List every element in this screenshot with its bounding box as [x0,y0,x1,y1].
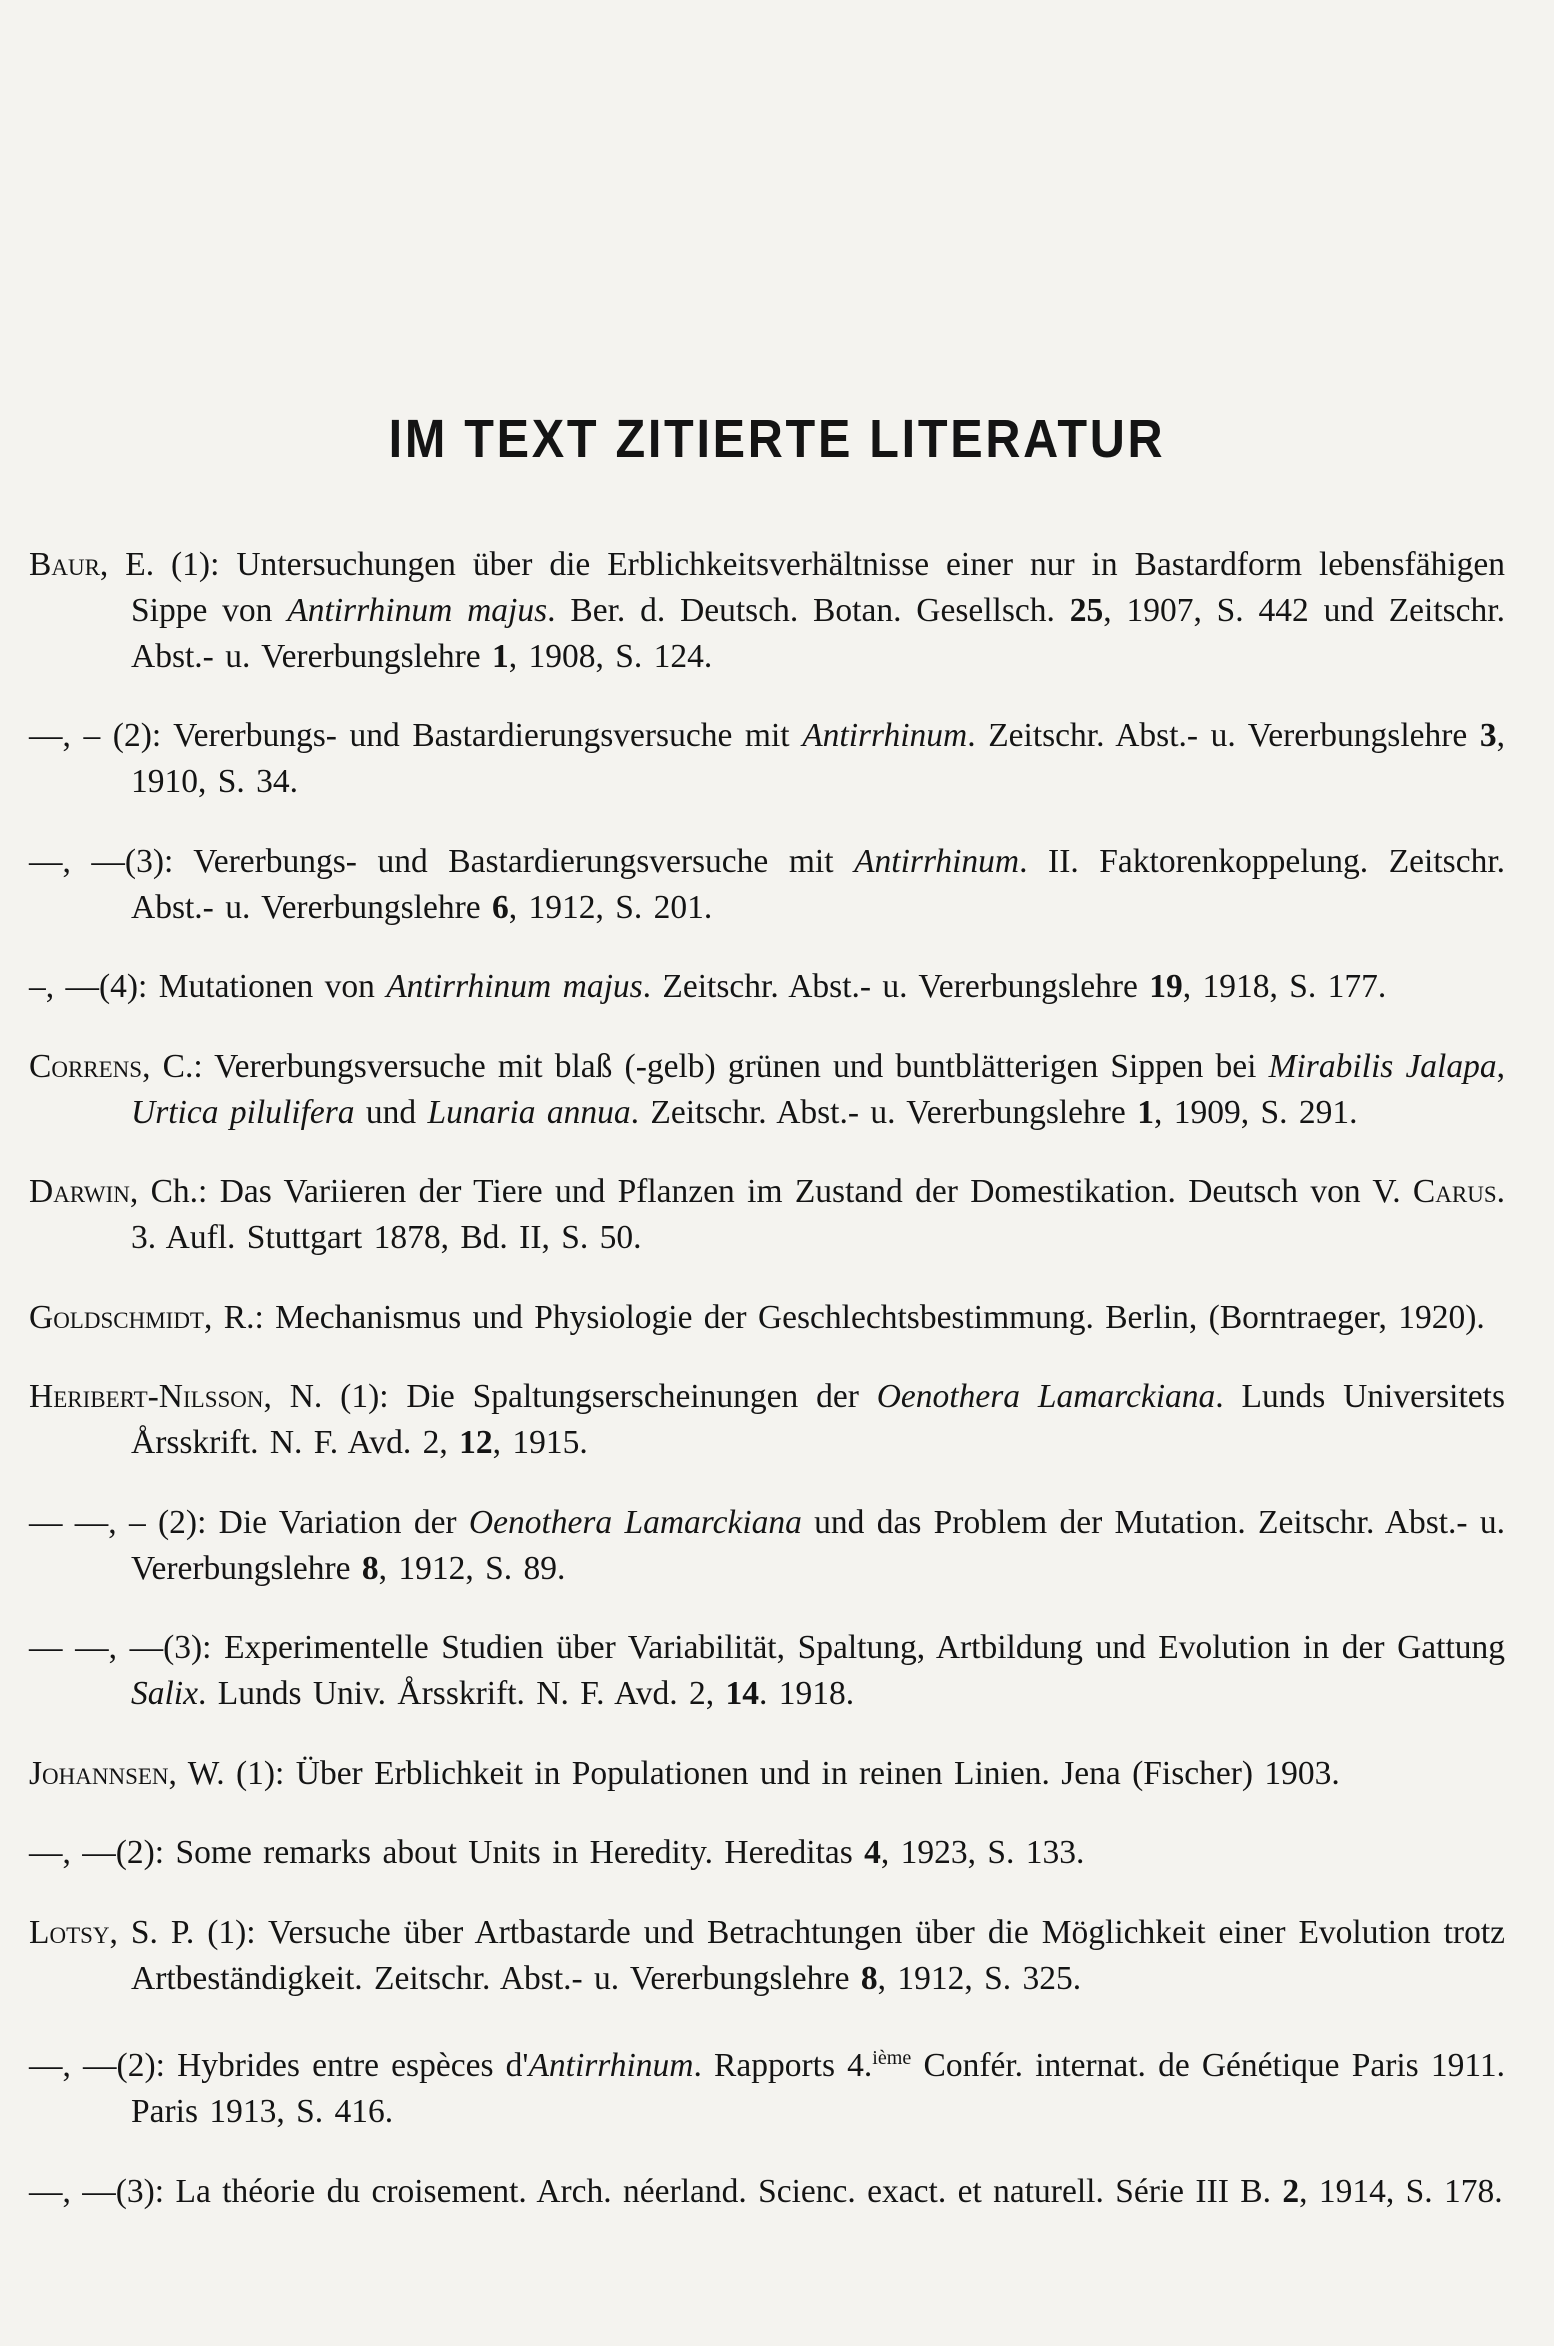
author-name: Goldschmidt [29,1298,204,1336]
ref-text: Experimentelle Studien über Variabilität, Spaltung, Artbildung und Evolution in der Gattung [224,1629,1506,1666]
ref-label: (2): [145,1503,219,1541]
author-initials: , S. P. [109,1913,195,1951]
volume-number: 6 [491,888,509,926]
author-ditto: —, – [29,717,101,754]
ref-text: . 1918. [759,1675,855,1712]
author-name: Carus [1412,1173,1497,1210]
reference-entry [29,964,1505,1010]
reference-entry [29,1751,1505,1797]
reference-entry [29,1830,1505,1876]
ref-text: . Ber. d. Deutsch. Botan. Gesellsch. [547,591,1070,629]
ref-text: Vererbungs- und Bastardierungsversuche mit [173,717,803,754]
author-initials: , C.: [142,1047,215,1085]
ref-text: , [1496,1047,1505,1085]
author-name: Heribert-Nilsson [29,1378,264,1415]
volume-number: 12 [459,1424,493,1461]
reference-entry [29,1374,1505,1466]
ref-text: Über Erblichkeit in Populationen und in reinen Linien. Jena (Fischer) 1903. [295,1754,1340,1792]
ref-label: (1): [224,1754,296,1792]
species-name: Antirrhinum [802,717,968,754]
author-initials: , W. [168,1754,225,1792]
author-name: Lotsy [29,1913,110,1951]
reference-entry [29,839,1505,931]
ref-label: (3): [115,2172,176,2210]
author-name: Correns [29,1047,143,1085]
ref-text: Untersuchungen über die Erblichkeitsverhältnisse einer nur in Bastardform lebensfähigen Sippe von [131,545,1506,629]
species-name: Lunaria annua [427,1093,631,1131]
ref-text: , 1912, S. 325. [877,1959,1082,1997]
ref-label: (1): [154,545,237,583]
ref-text: Mechanismus und Physiologie der Geschlechtsbestimmung. Berlin, (Borntraeger, 1920). [275,1298,1485,1336]
author-ditto: –, — [29,968,99,1005]
ref-text: . Lunds Universitets Årsskrift. N. F. Avd. 2, [131,1378,1505,1461]
ref-label: (3): [124,842,194,880]
species-name: Antirrhinum [854,842,1020,880]
species-name: Oenothera Lamarckiana [468,1503,802,1541]
ref-text: , 1909, S. 291. [1153,1093,1358,1131]
page-title: IM TEXT ZITIERTE LITERATUR [388,409,1166,469]
ref-text: Vererbungsversuche mit blaß (-gelb) grünen und buntblätterigen Sippen bei [214,1047,1269,1085]
ref-text: Hybrides entre espèces d' [177,2047,529,2085]
reference-entry [29,713,1505,805]
species-name: Salix [131,1675,198,1712]
species-name: Antirrhinum majus [386,968,643,1005]
volume-number: 14 [725,1675,760,1712]
species-name: Antirrhinum majus [287,591,548,629]
volume-number: 3 [1479,717,1497,754]
volume-number: 8 [361,1549,379,1587]
reference-list [29,508,1505,2231]
volume-number: 25 [1069,591,1104,629]
ref-text: . Lunds Univ. Årsskrift. N. F. Avd. 2, [197,1675,726,1712]
species-name: Oenothera Lamarckiana [876,1378,1216,1415]
ref-text: Die Variation der [218,1503,469,1541]
author-ditto: — —, — [29,1629,164,1666]
ref-label: (1): [194,1913,268,1951]
author-initials: , Ch.: [129,1173,220,1210]
reference-entry [29,542,1505,680]
author-initials: , R.: [203,1298,276,1336]
ordinal-superscript: ième [872,2047,912,2069]
ref-label: (1): [322,1378,407,1415]
species-name: Urtica pilulifera [131,1093,355,1131]
volume-number: 8 [860,1959,878,1997]
reference-entry [29,1910,1505,2002]
ref-text: , 1912, S. 201. [508,888,713,926]
ref-text: Mutationen von [158,968,387,1005]
ref-text: , 1914, S. 178. [1299,2172,1503,2210]
volume-number: 1 [491,637,509,675]
author-ditto: — —, – [29,1503,146,1541]
ref-text: Die Spaltungserscheinungen der [406,1378,877,1415]
volume-number: 4 [864,1834,881,1871]
author-ditto: —, — [29,2047,117,2085]
ref-label: (2): [115,1834,176,1871]
ref-text: , 1910, S. 34. [131,717,1505,800]
ref-text: . Zeitschr. Abst.- u. Vererbungslehre [630,1093,1138,1131]
author-ditto: —, — [29,1834,116,1871]
author-initials: , N. [263,1378,323,1415]
reference-entry [29,1625,1505,1717]
ref-text: La théorie du croisement. Arch. néerland. Scienc. exact. et naturell. Série III B. [175,2172,1283,2210]
species-name: Mirabilis Jalapa [1268,1047,1497,1085]
author-ditto: —, — [29,842,125,880]
reference-entry [29,2169,1505,2215]
reference-entry [29,1044,1505,1136]
ref-text: . II. Faktorenkoppelung. Zeitschr. Abst.- u. Vererbungslehre [131,842,1505,926]
author-ditto: —, — [29,2172,116,2210]
ref-text: Confér. internat. de Génétique Paris 1911. Paris 1913, S. 416. [131,2047,1505,2131]
author-name: Darwin [29,1173,130,1210]
author-name: Baur [29,545,100,583]
volume-number: 19 [1149,968,1183,1005]
reference-entry [29,2035,1505,2135]
volume-number: 2 [1282,2172,1300,2210]
volume-number: 1 [1137,1093,1154,1131]
ref-text: , 1923, S. 133. [880,1834,1085,1871]
ref-text: Das Variieren der Tiere und Pflanzen im Zustand der Domestikation. Deutsch von V. [219,1173,1413,1210]
ref-text: Some remarks about Units in Heredity. Hereditas [175,1834,865,1871]
ref-text: Vererbungs- und Bastardierungsversuche mit [193,842,855,880]
ref-text: . Zeitschr. Abst.- u. Vererbungslehre [967,717,1480,754]
ref-text: und [354,1093,428,1131]
ref-text: . Rapports 4. [693,2047,873,2085]
reference-entry [29,1169,1505,1261]
ref-label: (2): [100,717,174,754]
ref-text: , 1915. [492,1424,588,1461]
species-name: Antirrhinum [528,2047,694,2085]
ref-text: , 1907, S. 442 und Zeitschr. Abst.- u. Vererbungslehre [131,591,1505,675]
ref-text: und das Problem der Mutation. Zeitschr. Abst.- u. Vererbungslehre [131,1503,1505,1587]
ref-text: Versuche über Artbastarde und Betrachtungen über die Möglichkeit einer Evolution trotz Artbeständigkeit. Zeitschr. Abst.- u. Vererbungslehre [131,1913,1505,1997]
ref-label: (4): [99,968,159,1005]
ref-label: (3): [163,1629,225,1666]
ref-label: (2): [116,2047,178,2085]
reference-entry [29,1295,1505,1341]
author-initials: , E. [99,545,155,583]
author-name: Johannsen [29,1754,169,1792]
ref-text: , 1918, S. 177. [1182,968,1387,1005]
ref-text: . 3. Aufl. Stuttgart 1878, Bd. II, S. 50. [131,1173,1505,1256]
ref-text: . Zeitschr. Abst.- u. Vererbungslehre [642,968,1150,1005]
reference-entry [29,1500,1505,1592]
ref-text: , 1912, S. 89. [378,1549,566,1587]
ref-text: , 1908, S. 124. [508,637,713,675]
